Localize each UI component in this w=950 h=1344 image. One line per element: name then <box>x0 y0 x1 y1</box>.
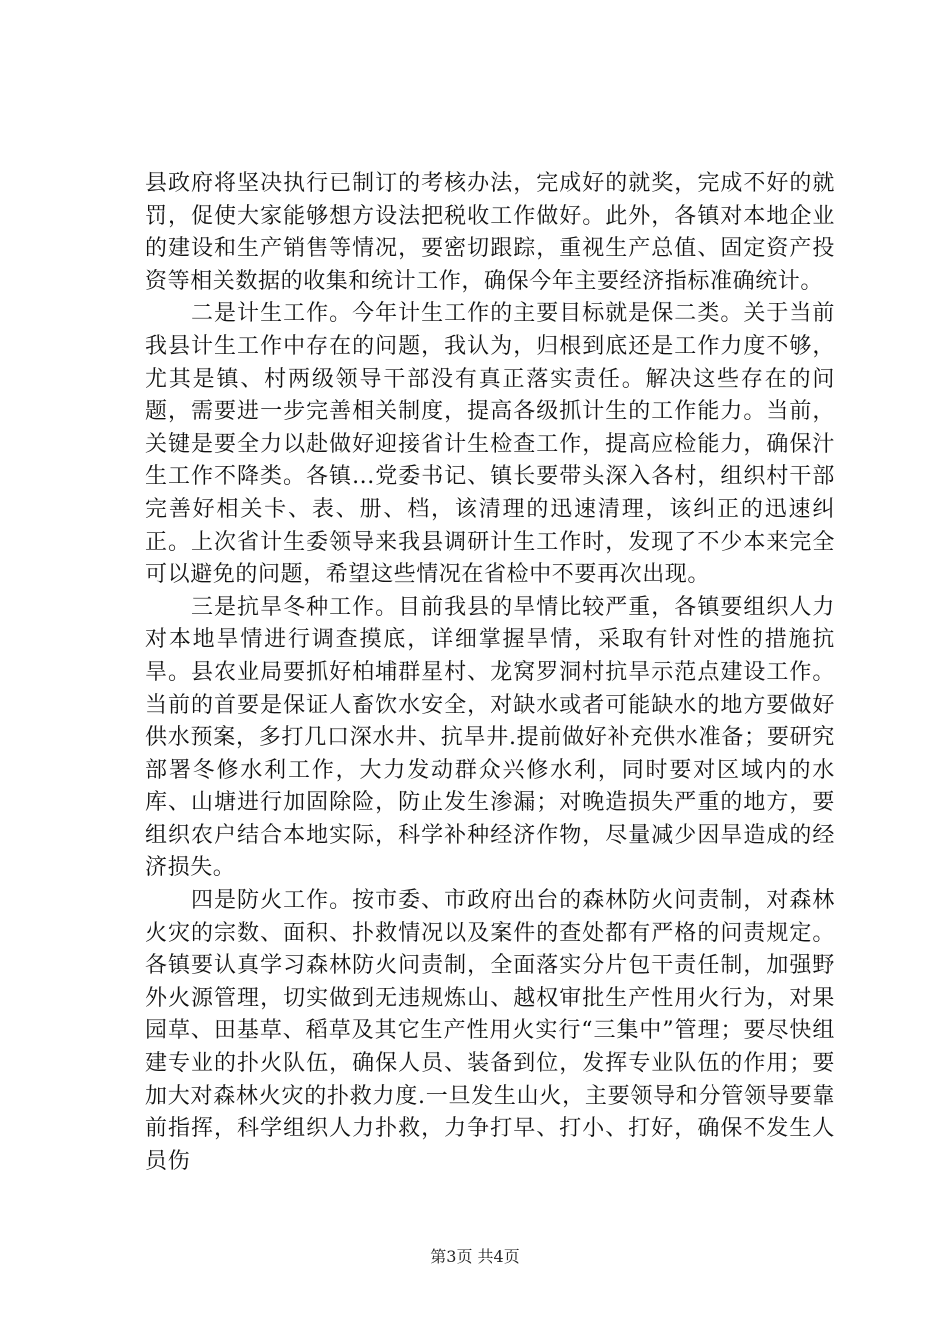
paragraph-tax-statistics: 县政府将坚决执行已制订的考核办法，完成好的就奖，完成不好的就罚，促使大家能够想方设法把税收工作做好。此外，各镇对本地企业的建设和生产销售等情况，要密切跟踪，重视生产总值、固定资产投资等相关数据的收集和统计工作，确保今年主要经济指标准确统计。 <box>145 171 835 294</box>
document-body <box>145 168 835 1178</box>
paragraph-drought-relief: 三是抗旱冬种工作。目前我县的旱情比较严重，各镇要组织人力对本地旱情进行调查摸底，详细掌握旱情，采取有针对性的措施抗旱。县农业局要抓好柏埔群星村、龙窝罗洞村抗旱示范点建设工作。当前的首要是保证人畜饮水安全，对缺水或者可能缺水的地方要做好供水预案，多打几口深水井、抗旱井.提前做好补充供水准备；要研究部署冬修水利工作，大力发动群众兴修水利，同时要对区域内的水库、山塘进行加固除险，防止发生渗漏；对晚造损失严重的地方，要组织农户结合本地实际，科学补种经济作物，尽量减少因旱造成的经济损失。 <box>145 594 835 881</box>
paragraph-fire-prevention: 四是防火工作。按市委、市政府出台的森林防火问责制，对森林火灾的宗数、面积、扑救情况以及案件的查处都有严格的问责规定。各镇要认真学习森林防火问责制，全面落实分片包干责任制，加强野外火源管理，切实做到无违规炼山、越权审批生产性用火行为，对果园草、田基草、稻草及其它生产性用火实行“三集中”管理；要尽快组建专业的扑火队伍，确保人员、装备到位，发挥专业队伍的作用；要加大对森林火灾的扑救力度.一旦发生山火，主要领导和分管领导要靠前指挥，科学组织人力扑救，力争打早、打小、打好，确保不发生人员伤 <box>145 888 835 1174</box>
paragraph-family-planning: 二是计生工作。今年计生工作的主要目标就是保二类。关于当前我县计生工作中存在的问题，我认为，归根到底还是工作力度不够，尤其是镇、村两级领导干部没有真正落实责任。解决这些存在的问题，需要进一步完善相关制度，提高各级抓计生的工作能力。当前，关键是要全力以赴做好迎接省计生检查工作，提高应检能力，确保汁生工作不降类。各镇...党委书记、镇长要带头深入各村，组织村干部完善好相关卡、表、册、档，该清理的迅速清理，该纠正的迅速纠正。上次省计生委领导来我县调研计生工作时，发现了不少本来完全可以避免的问题，希望这些情况在省检中不要再次出现。 <box>145 301 835 588</box>
page-footer: 第3页 共4页 <box>430 1247 520 1266</box>
